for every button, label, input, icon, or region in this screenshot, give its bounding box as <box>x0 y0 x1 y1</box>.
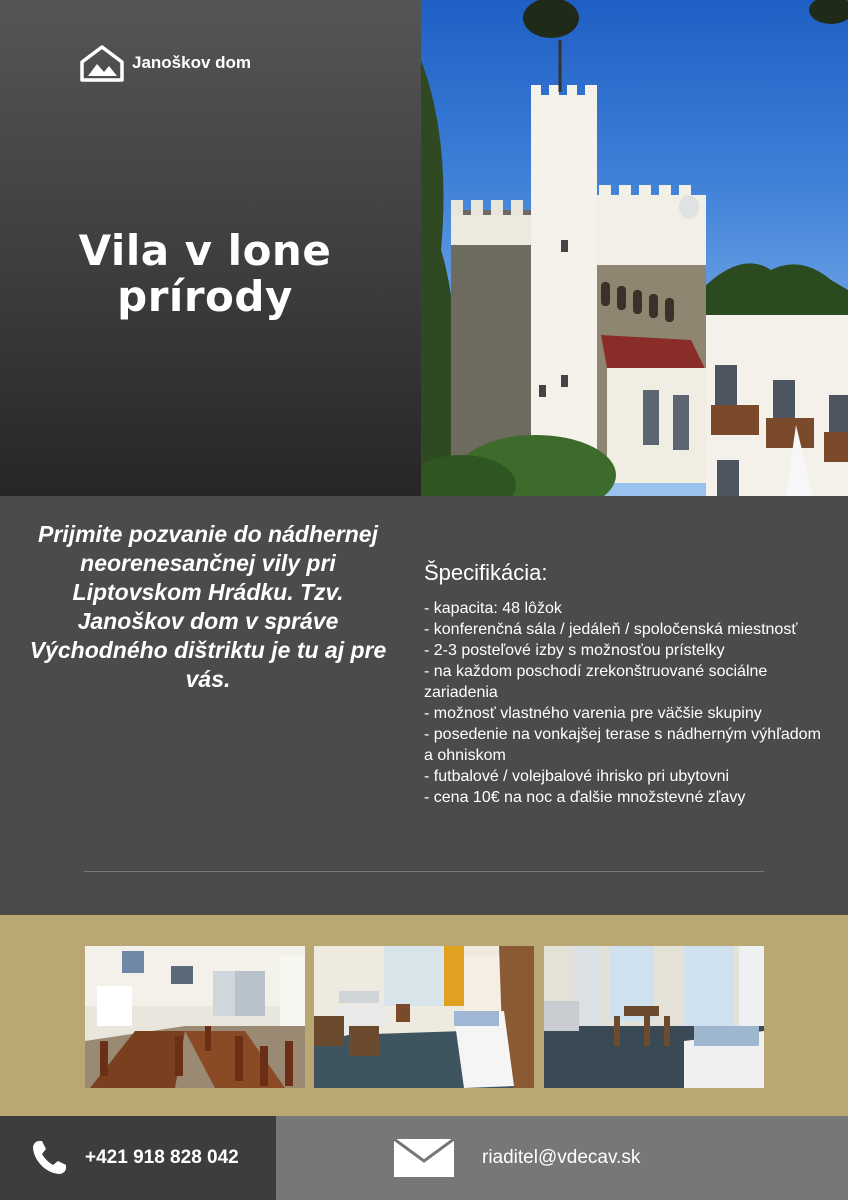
specifications-list <box>424 598 829 808</box>
spec-item: - na každom poschodí zrekonštruované sociálne zariadenia <box>424 663 768 701</box>
phone-panel[interactable] <box>0 1116 276 1200</box>
specifications-title: Špecifikácia: <box>424 560 548 585</box>
intro-text: Prijmite pozvanie do nádhernej neorenesančnej vily pri Liptovskom Hrádku. Tzv. Janoškov dom v správe Východného dištriktu je tu aj pre vás. <box>29 521 387 692</box>
specifications <box>424 560 829 808</box>
info-section <box>0 496 848 916</box>
spec-item: - posedenie na vonkajšej terase s nádherným výhľadom a ohniskom <box>424 726 821 764</box>
brand-name: Janoškov dom <box>132 53 252 72</box>
hero-section <box>0 0 848 496</box>
spec-item: - cena 10€ na noc a ďalšie množstevné zľavy <box>424 789 746 806</box>
phone-icon <box>30 1139 68 1177</box>
spec-item: - futbalové / volejbalové ihrisko pri ubytovni <box>424 768 730 785</box>
spec-item: - konferenčná sála / jedáleň / spoločenská miestnosť <box>424 621 798 638</box>
spec-item: - 2-3 posteľové izby s možnosťou prístelky <box>424 642 725 659</box>
contact-footer <box>0 1116 848 1200</box>
villa-photo <box>421 0 848 496</box>
gallery-photo-bedroom-1[interactable] <box>314 946 534 1088</box>
brand-logo[interactable] <box>80 44 251 82</box>
divider <box>84 871 764 872</box>
page-headline <box>40 228 370 320</box>
villa-illustration <box>421 0 848 496</box>
gallery-photo-dining-hall[interactable] <box>85 946 305 1088</box>
email-address[interactable]: riaditel@vdecav.sk <box>482 1147 641 1168</box>
photo-gallery <box>0 915 848 1116</box>
spec-item: - možnosť vlastného varenia pre väčšie skupiny <box>424 705 762 722</box>
gallery-photo-bedroom-2[interactable] <box>544 946 764 1088</box>
headline-line-1: Vila v lone <box>78 226 332 275</box>
hero-panel <box>0 0 421 496</box>
envelope-icon <box>394 1139 454 1177</box>
spec-item: - kapacita: 48 lôžok <box>424 600 562 617</box>
headline-line-2: prírody <box>117 272 293 321</box>
phone-number[interactable]: +421 918 828 042 <box>85 1147 239 1168</box>
house-icon <box>80 44 124 82</box>
email-panel[interactable] <box>276 1116 848 1200</box>
